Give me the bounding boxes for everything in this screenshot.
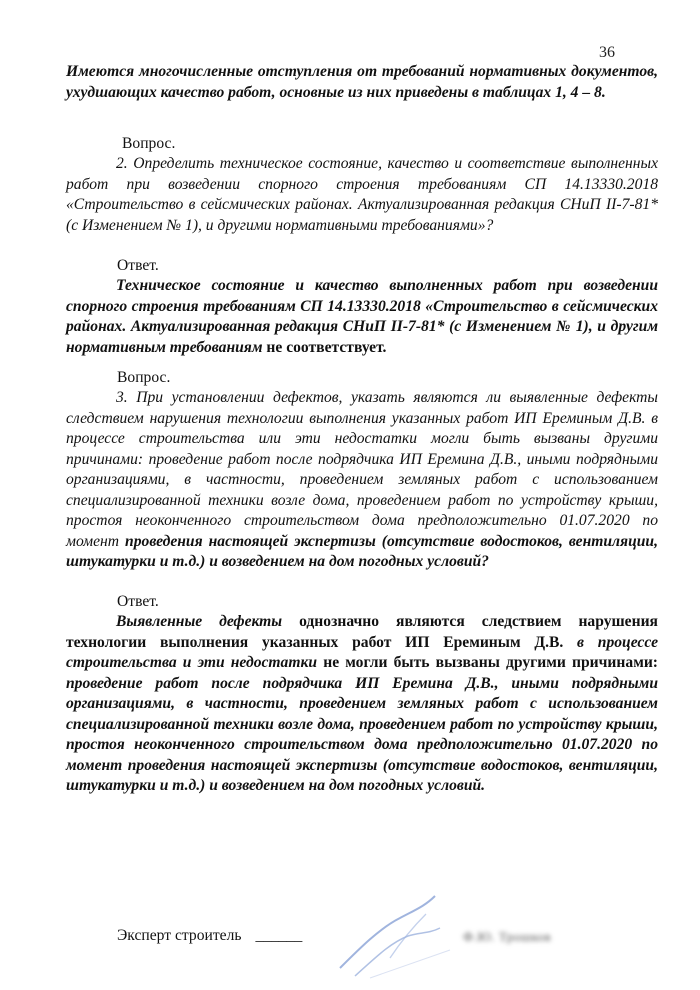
answer-3-part-3: в процессе строительства и эти недостатки bbox=[66, 633, 658, 671]
answer-2-text bbox=[66, 276, 658, 358]
answer-3-part-5: проведение работ после подрядчика ИП Еремина Д.В., иными подрядными организациями, в частности, проведением земляных работ с использованием специализированной техники возле дома, проведением работ по устройству крыши, простоя неоконченного строительством дома предположительно 01.07.2020 по момент проведения настоящей экспертизы (отсутствие водостоков, вентиляции, штукатурки и т.д.) и возведением на дом погодных условий. bbox=[66, 674, 658, 794]
question-3-bold: проведения настоящей экспертизы (отсутствие водостоков, вентиляции, штукатурки и т.д.) и возведением на дом погодных условий? bbox=[66, 532, 658, 570]
answer-3-part-4: не могли быть вызваны другими причинами: bbox=[317, 654, 658, 671]
answer-3-label: Ответ. bbox=[117, 593, 159, 610]
answer-3-text bbox=[66, 612, 658, 797]
answer-2-main: Техническое состояние и качество выполненных работ при возведении спорного строения требованиям СП 14.13330.2018 «Строительство в сейсмических районах. Актуализированная редакция СНиП II-7-81* (с Изменением № 1), и другим нормативным требованиям bbox=[66, 277, 658, 356]
signature-mark bbox=[330, 888, 470, 983]
question-3-label: Вопрос. bbox=[117, 369, 171, 386]
expert-role: Эксперт строитель bbox=[117, 927, 242, 944]
question-2-text: 2. Определить техническое состояние, качество и соответствие выполненных работ при возведении спорного строения требованиям СП 14.13330.2018 «Строительство в сейсмических районах. Актуализированная редакция СНиП II-7-81* (с Изменением № 1), и другими нормативными требованиями»? bbox=[66, 155, 658, 234]
answer-2-label: Ответ. bbox=[117, 257, 159, 274]
question-3-text bbox=[66, 388, 658, 573]
page-number: 36 bbox=[599, 44, 615, 61]
answer-2-verdict: не соответствует. bbox=[262, 338, 387, 356]
signature-line: ______ bbox=[255, 927, 303, 944]
signature-row bbox=[117, 927, 302, 945]
answer-3-part-2: однозначно являются следствием нарушения технологии выполнения указанных работ ИП Ереминым Д.В. bbox=[66, 613, 658, 651]
intro-paragraph: Имеются многочисленные отступления от требований нормативных документов, ухудшающих качество работ, основные из них приведены в таблицах 1, 4 – 8. bbox=[66, 63, 658, 101]
answer-3-part-1: Выявленные дефекты bbox=[116, 613, 283, 630]
question-3-italic: 3. При установлении дефектов, указать являются ли выявленные дефекты следствием нарушения технологии выполнения указанных работ ИП Ереминым Д.В. в процессе строительства или эти недостатки могли быть вызваны другими причинами: проведение работ после подрядчика ИП Еремина Д.В., иными подрядными организациями, в частности, проведением земляных работ с использованием специализированной техники возле дома, проведением работ по устройству крыши, простоя неоконченного строительством дома предположительно 01.07.2020 по момент bbox=[66, 389, 658, 550]
question-2-label: Вопрос. bbox=[122, 135, 176, 152]
expert-name: Ф.Ю. Трошков bbox=[463, 929, 552, 944]
